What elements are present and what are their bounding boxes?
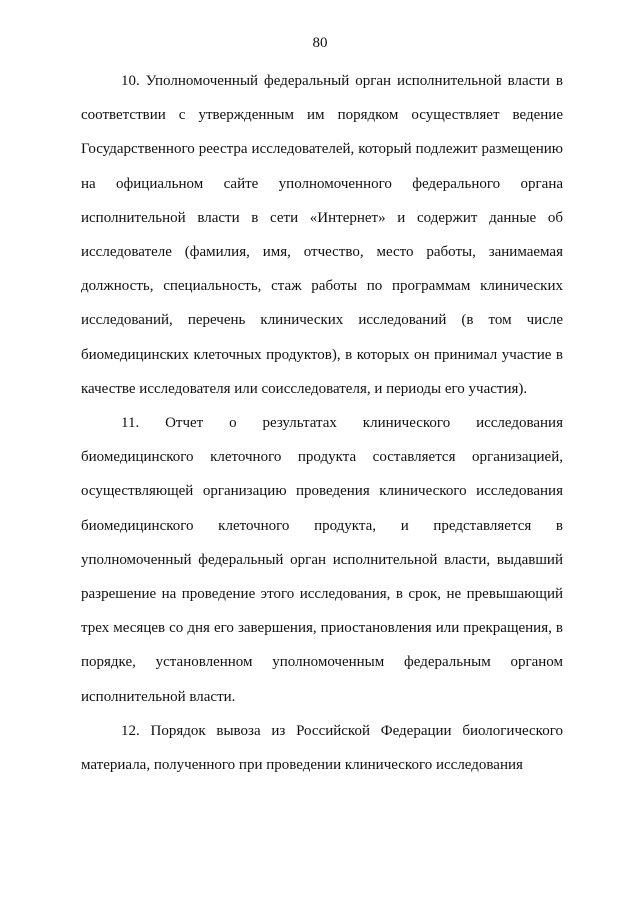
document-body <box>81 64 563 782</box>
page-number: 80 <box>312 35 328 51</box>
paragraph-11: 11. Отчет о результатах клинического исследования биомедицинского клеточного продукта составляется организацией, осуществляющей организацию проведения клинического исследования биомедицинского клеточного продукта, и представляется в уполномоченный федеральный орган исполнительной власти, выдавший разрешение на проведение этого исследования, в срок, не превышающий трех месяцев со дня его завершения, приостановления или прекращения, в порядке, установленном уполномоченным федеральным органом исполнительной власти. <box>81 415 563 705</box>
paragraph-12: 12. Порядок вывоза из Российской Федерации биологического материала, полученного при проведении клинического исследования <box>81 722 563 774</box>
paragraph-10: 10. Уполномоченный федеральный орган исполнительной власти в соответствии с утвержденным им порядком осуществляет ведение Государственного реестра исследователей, который подлежит размещению на официальном сайте уполномоченного федерального органа исполнительной власти в сети «Интернет» и содержит данные об исследователе (фамилия, имя, отчество, место работы, занимаемая должность, специальность, стаж работы по программам клинических исследований, перечень клинических исследований (в том числе биомедицинских клеточных продуктов), в которых он принимал участие в качестве исследователя или соисследователя, и периоды его участия). <box>81 73 563 397</box>
